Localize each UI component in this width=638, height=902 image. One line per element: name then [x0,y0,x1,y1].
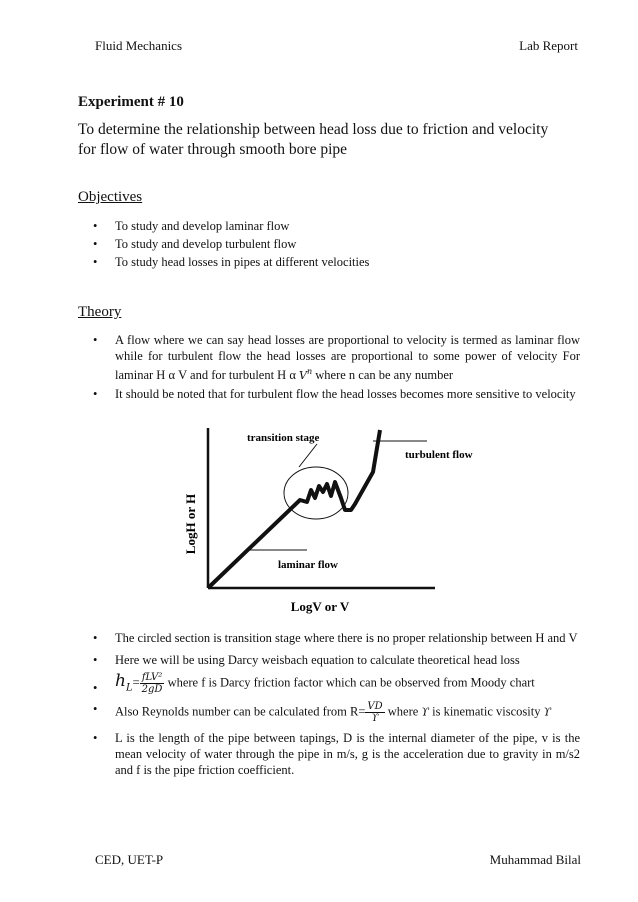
notes-list [0,630,580,784]
y-axis-label: LogH or H [183,493,198,555]
list-item: • It should be noted that for turbulent flow the head losses becomes more sensitive to velocity [93,387,576,402]
list-item: • To study and develop laminar flow [93,219,290,233]
head-loss-velocity-graph [175,420,475,620]
experiment-description: To determine the relationship between head loss due to friction and velocity for flow of water through smooth bore pipe [78,121,549,158]
theory-heading: Theory [78,304,122,320]
list-item: • A flow where we can say head losses are proportional to velocity is termed as laminar flow while for turbulent flow the head losses are proportional to some power of velocity For laminar H α V and for turbulent H α $V^n$ where n can be any number [93,333,580,383]
objectives-list [0,218,369,272]
header-left: Fluid Mechanics [95,38,183,53]
theory-list [0,332,580,402]
head-loss-formula: $h_L$ [115,671,133,694]
footer-right: Muhammad Bilal [489,852,581,867]
list-item: • To study and develop turbulent flow [93,237,297,251]
footer-left: CED, UET-P [95,852,164,867]
transition-label: transition stage [247,432,320,444]
turbulent-label: turbulent flow [405,449,473,461]
list-item: • Here we will be using Darcy weisbach equation to calculate theoretical head loss [93,653,520,667]
list-item: • Also Reynolds number can be calculated from R= $\frac{VD}{ϒ}$ where ϒ is kinematic viscosity ϒ [93,700,552,724]
header-right: Lab Report [519,38,578,53]
objectives-heading: Objectives [78,189,143,205]
list-item: • The circled section is transition stage where there is no proper relationship between H and V [93,631,578,645]
list-item: • To study head losses in pipes at different velocities [93,255,370,269]
x-axis-label: LogV or V [290,599,350,614]
list-item: • $h_L=$ $\frac{\text{fLV²}}{2gD}$ where f is Darcy friction factor which can be observed from Moody chart [93,671,535,695]
transition-pointer [299,444,317,467]
list-item: • L is the length of the pipe between tapings, D is the internal diameter of the pipe, v is the mean velocity of water through the pipe in m/s, g is the acceleration due to gravity in m/s2 and f is the pipe friction coefficient. [93,730,580,777]
laminar-label: laminar flow [278,559,338,571]
experiment-title: Experiment # 10 [78,94,184,110]
